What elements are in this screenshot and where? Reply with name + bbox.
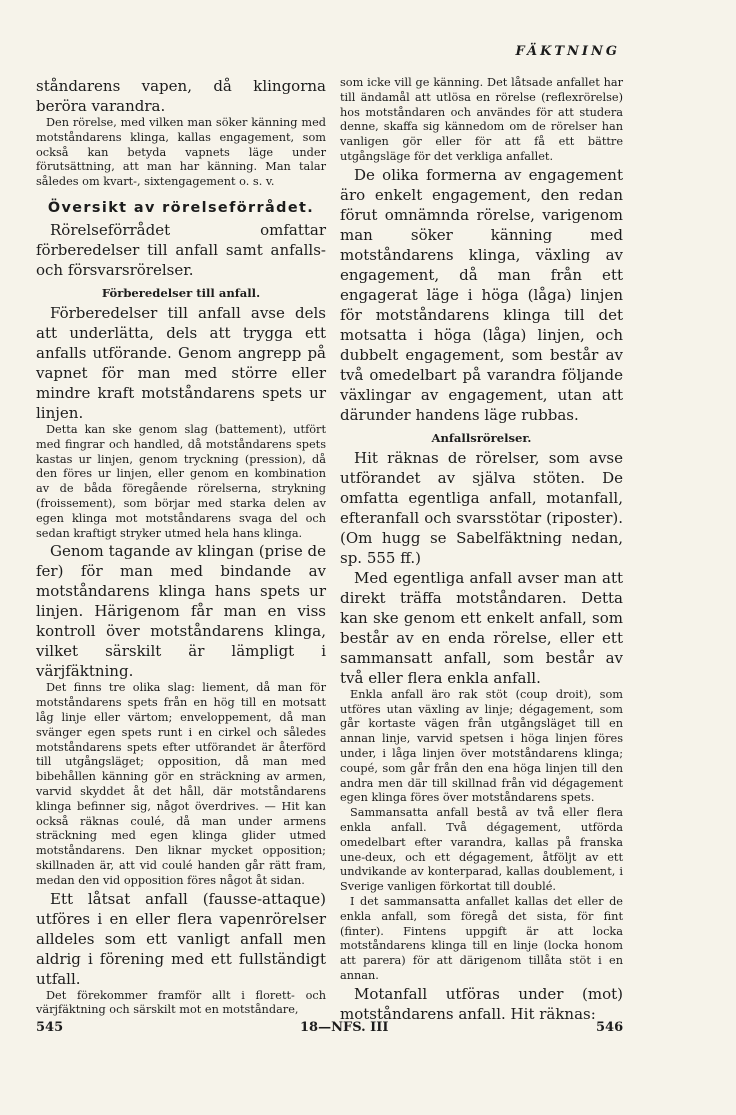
paragraph: Förberedelser till anfall avse dels att underlätta, dels att trygga ett anfalls utförande. Genom angrepp på vapnet för man med större eller mindre kraft motståndarens spets ur linjen. xyxy=(36,303,326,422)
left-column xyxy=(36,76,326,1018)
page-number-left: 545 xyxy=(36,1020,64,1035)
paragraph: Genom tagande av klingan (prise de fer) för man med bindande av motståndarens klinga hans spets ur linjen. Härigenom får man en viss kontroll över motståndarens klinga, vilket särskilt är lämpligt i värjfäktning. xyxy=(36,542,326,681)
paragraph: som icke vill ge känning. Det låtsade anfallet har till ändamål att utlösa en rörelse (reflexrörelse) hos motståndaren och användes för att studera denne, skaffa sig kännedom om de rörelser han vanligen gör eller för att få ett bättre utgångsläge för det verkliga anfallet. xyxy=(340,76,623,163)
paragraph: Med egentliga anfall avser man att direkt träffa motståndaren. Detta kan ske genom ett enkelt anfall, som består av en enda rörelse, eller ett sammansatt anfall, som består av två eller flera enkla anfall. xyxy=(340,568,623,687)
paragraph: De olika formerna av engagement äro enkelt engagement, den redan förut omnämnda rörelse, varigenom man söker känning med motståndarens klinga, växling av engagement, då man från ett engagerat läge i höga (låga) linjen för motståndarens klinga till det motsatta i höga (låga) linjen, och dubbelt engagement, som består av två omedelbart på varandra följande växlingar av engagement, utan att därunder handens läge rubbas. xyxy=(340,165,623,424)
paragraph: Sammansatta anfall bestå av två eller flera enkla anfall. Två dégagement, utförda omedelbart efter varandra, kallas på franska une-deux, och ett dégagement, åtföljt av ett undvikande av konterparad, kallas doublement, i Sverige vanligen förkortat till doublé. xyxy=(340,806,623,894)
paragraph: Enkla anfall äro rak stöt (coup droit), som utföres utan växling av linje; dégagement, som går kortaste vägen från utgångsläget till en annan linje, varvid spetsen i höga linjen föres under, i låga linjen över motståndarens klinga; coupé, som går från den ena höga linjen till den andra men där till skillnad från vid dégagement egen klinga föres över motståndarens spets. xyxy=(340,687,623,805)
paragraph: ståndarens vapen, då klingorna beröra varandra. xyxy=(36,77,326,115)
signature-mark: 18—NFS. III xyxy=(300,1020,389,1035)
page-number-right: 546 xyxy=(596,1020,624,1035)
paragraph: Rörelseförrådet omfattar förberedelser till anfall samt anfalls- och försvarsrörelser. xyxy=(36,220,326,279)
paragraph: Den rörelse, med vilken man söker känning med motståndarens klinga, kallas engagement, som också kan betyda vapnets läge under förutsättning, att man har känning. Man talar således om kvart-, sixtengagement o. s. v. xyxy=(36,116,326,189)
paragraph: Detta kan ske genom slag (battement), utfört med fingrar och handled, då motståndarens spets kastas ur linjen, genom tryckning (pression), då den föres ur linjen, eller genom en kombination av de båda föregående rörelserna, strykning (froissement), som börjar med starka delen av egen klinga mot motståndarens svaga del och sedan kraftigt stryker utmed hela hans klinga. xyxy=(36,422,326,540)
paragraph: Motanfall utföras under (mot) motståndarens anfall. Hit räknas: xyxy=(340,984,623,1023)
running-head: FÄKTNING xyxy=(515,44,620,59)
subheading: Förberedelser till anfall. xyxy=(101,285,261,300)
paragraph: Det finns tre olika slag: liement, då man för motståndarens spets från en hög till en motsatt låg linje eller värtom; enveloppement, då man svänger egen spets runt i en cirkel och således motståndarens spets efter utförandet är återförd till utgångsläget; opposition, då man med bibehållen känning gör en sträckning av armen, varvid skyddet åt det håll, där motståndarens klinga befinner sig, något överdrives. — Hit kan också räknas coulé, då man under armens sträckning med egen klinga glider utmed motståndarens. Den liknar mycket opposition; skillnaden är, att vid coulé handen går rätt fram, medan den vid opposition föres något åt sidan. xyxy=(36,681,326,887)
subheading: Anfallsrörelser. xyxy=(431,430,532,445)
paragraph: Hit räknas de rörelser, som avse utförandet av själva stöten. De omfatta egentliga anfall, motanfall, efteranfall och svarsstötar (riposter). (Om hugg se Sabelfäktning nedan, sp. 555 ff.) xyxy=(340,448,623,567)
paragraph: Det förekommer framför allt i florett- och värjfäktning och särskilt mot en motståndare, xyxy=(36,988,326,1017)
right-column xyxy=(340,76,623,1024)
paragraph: I det sammansatta anfallet kallas det eller de enkla anfall, som föregå det sista, för fint (finter). Fintens uppgift är att locka motståndarens klinga till en linje (locka honom att parera) för att därigenom tillåta stöt i en annan. xyxy=(340,894,623,982)
section-heading: Översikt av rörelseförrådet. xyxy=(47,199,315,216)
paragraph: Ett låtsat anfall (fausse-attaque) utföres i en eller flera vapenrörelser alldeles som ett vanligt anfall men aldrig i förening med ett fullständigt utfall. xyxy=(36,889,326,988)
